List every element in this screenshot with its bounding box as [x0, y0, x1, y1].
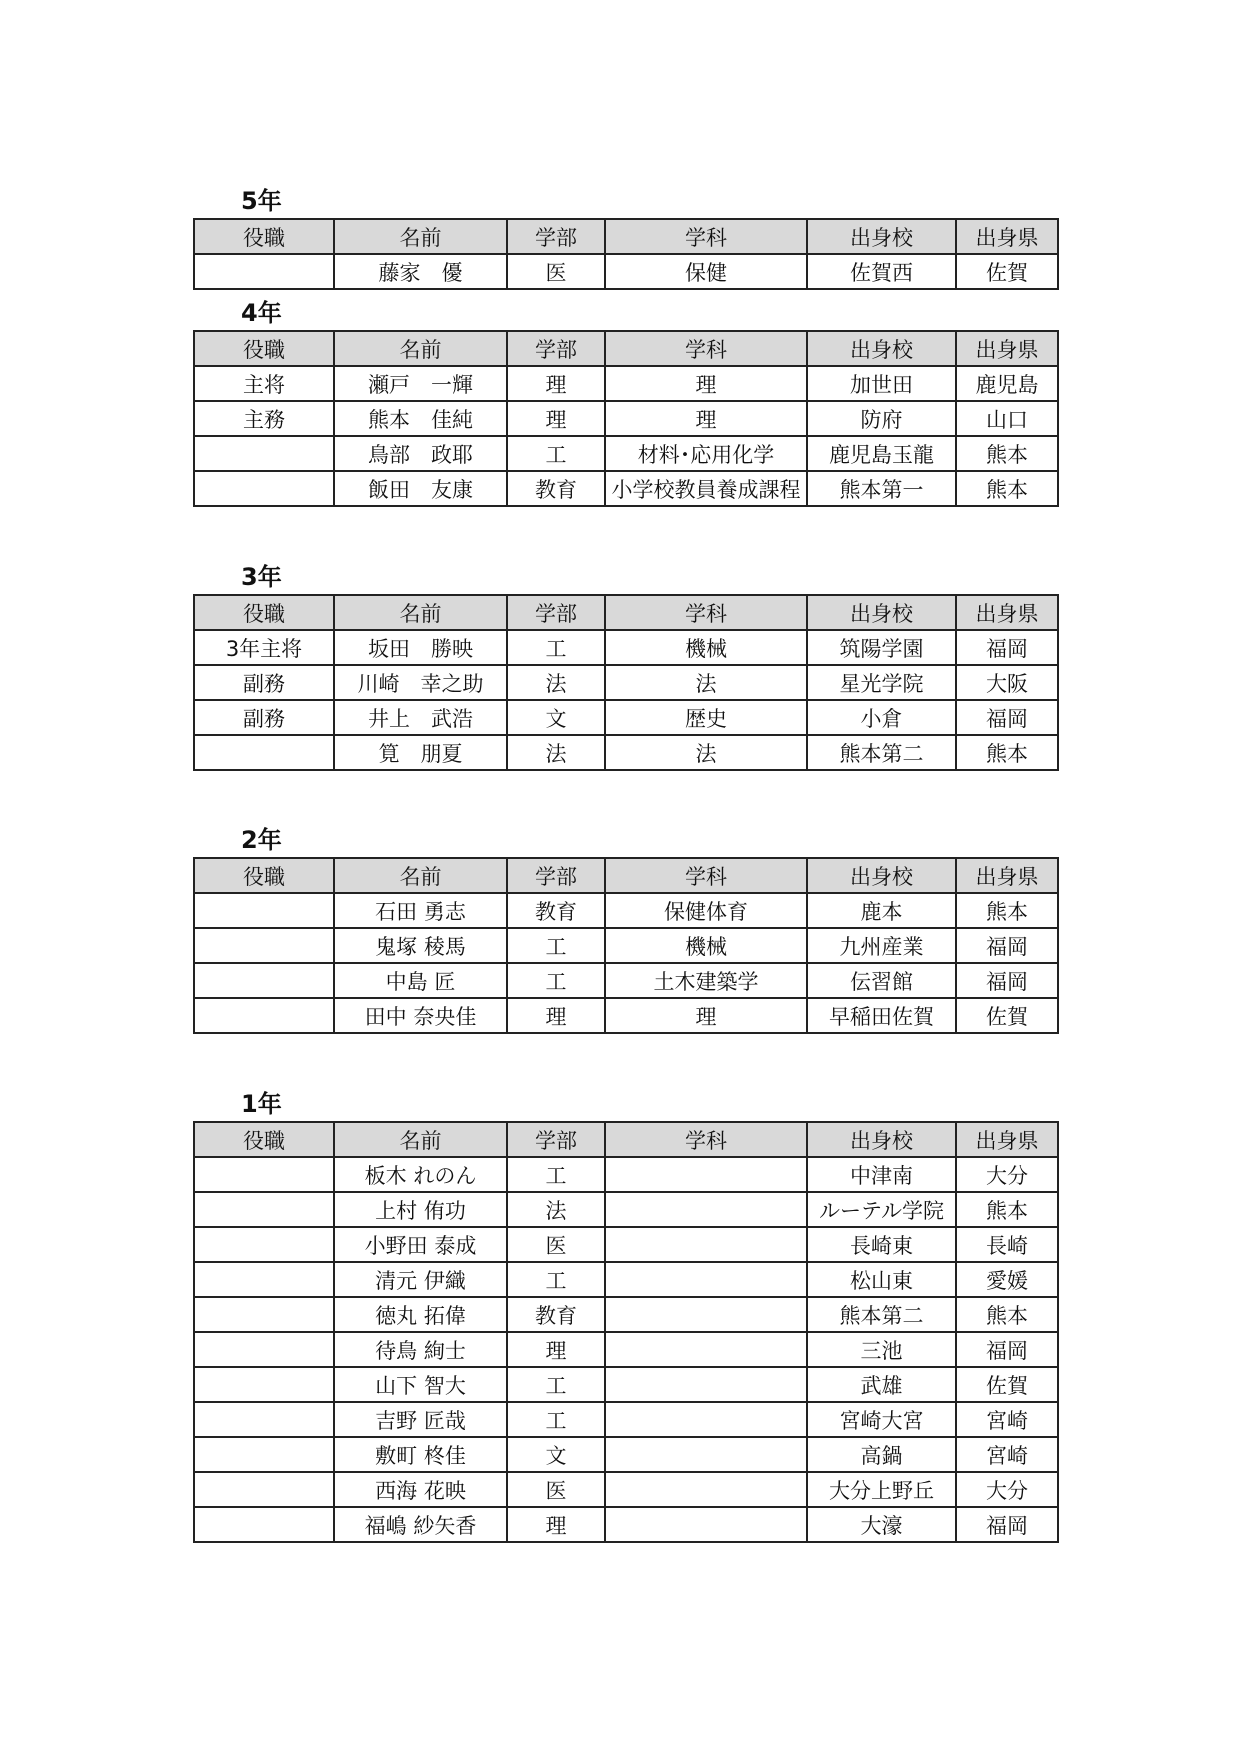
- table-row: [194, 1367, 1058, 1402]
- year-title: 2年: [241, 826, 282, 854]
- role-cell: [194, 1262, 334, 1297]
- header-row: [194, 219, 1058, 254]
- column-header-department: 学科: [605, 595, 807, 630]
- column-header-role: 役職: [194, 219, 334, 254]
- name-cell: 小野田 泰成: [334, 1227, 507, 1262]
- column-header-department: 学科: [605, 331, 807, 366]
- department-cell: 理: [605, 998, 807, 1033]
- faculty-cell: 工: [507, 1402, 605, 1437]
- roster-table: [193, 1121, 1059, 1543]
- column-header-faculty: 学部: [507, 858, 605, 893]
- faculty-cell: 教育: [507, 471, 605, 506]
- column-header-faculty: 学部: [507, 1122, 605, 1157]
- column-header-school: 出身校: [807, 595, 956, 630]
- column-header-name: 名前: [334, 331, 507, 366]
- role-cell: [194, 893, 334, 928]
- header-row: [194, 858, 1058, 893]
- name-cell: 川崎 幸之助: [334, 665, 507, 700]
- department-cell: 理: [605, 366, 807, 401]
- department-cell: [605, 1437, 807, 1472]
- faculty-cell: 工: [507, 963, 605, 998]
- name-cell: 清元 伊織: [334, 1262, 507, 1297]
- table-row: [194, 630, 1058, 665]
- role-cell: 副務: [194, 700, 334, 735]
- column-header-school: 出身校: [807, 331, 956, 366]
- role-cell: [194, 1472, 334, 1507]
- school-cell: 高鍋: [807, 1437, 956, 1472]
- faculty-cell: 工: [507, 1262, 605, 1297]
- school-cell: 武雄: [807, 1367, 956, 1402]
- column-header-prefecture: 出身県: [956, 595, 1058, 630]
- school-cell: 三池: [807, 1332, 956, 1367]
- table-row: [194, 963, 1058, 998]
- year-title: 1年: [241, 1090, 282, 1118]
- role-cell: 主務: [194, 401, 334, 436]
- table-row: [194, 366, 1058, 401]
- name-cell: 敷町 柊佳: [334, 1437, 507, 1472]
- table-row: [194, 928, 1058, 963]
- roster-table: [193, 594, 1059, 771]
- faculty-cell: 教育: [507, 1297, 605, 1332]
- table-row: [194, 254, 1058, 289]
- prefecture-cell: 福岡: [956, 928, 1058, 963]
- department-cell: 法: [605, 665, 807, 700]
- role-cell: [194, 1507, 334, 1542]
- table-row: [194, 1472, 1058, 1507]
- column-header-faculty: 学部: [507, 595, 605, 630]
- name-cell: 井上 武浩: [334, 700, 507, 735]
- name-cell: 筧 朋夏: [334, 735, 507, 770]
- department-cell: [605, 1507, 807, 1542]
- table-row: [194, 1227, 1058, 1262]
- role-cell: [194, 1157, 334, 1192]
- faculty-cell: 教育: [507, 893, 605, 928]
- table-row: [194, 700, 1058, 735]
- faculty-cell: 文: [507, 1437, 605, 1472]
- prefecture-cell: 宮崎: [956, 1437, 1058, 1472]
- faculty-cell: 工: [507, 1157, 605, 1192]
- column-header-faculty: 学部: [507, 219, 605, 254]
- faculty-cell: 法: [507, 735, 605, 770]
- column-header-role: 役職: [194, 1122, 334, 1157]
- faculty-cell: 理: [507, 366, 605, 401]
- year-title: 5年: [241, 187, 282, 215]
- department-cell: 小学校教員養成課程: [605, 471, 807, 506]
- role-cell: [194, 1332, 334, 1367]
- name-cell: 飯田 友康: [334, 471, 507, 506]
- name-cell: 中島 匠: [334, 963, 507, 998]
- name-cell: 福嶋 紗矢香: [334, 1507, 507, 1542]
- department-cell: 機械: [605, 928, 807, 963]
- name-cell: 鬼塚 稜馬: [334, 928, 507, 963]
- column-header-prefecture: 出身県: [956, 219, 1058, 254]
- prefecture-cell: 佐賀: [956, 998, 1058, 1033]
- role-cell: [194, 1402, 334, 1437]
- table-row: [194, 998, 1058, 1033]
- column-header-name: 名前: [334, 219, 507, 254]
- name-cell: 吉野 匠哉: [334, 1402, 507, 1437]
- name-cell: 石田 勇志: [334, 893, 507, 928]
- school-cell: 星光学院: [807, 665, 956, 700]
- column-header-role: 役職: [194, 858, 334, 893]
- school-cell: 大分上野丘: [807, 1472, 956, 1507]
- role-cell: [194, 254, 334, 289]
- column-header-department: 学科: [605, 1122, 807, 1157]
- name-cell: 田中 奈央佳: [334, 998, 507, 1033]
- faculty-cell: 法: [507, 1192, 605, 1227]
- role-cell: [194, 1297, 334, 1332]
- school-cell: 加世田: [807, 366, 956, 401]
- column-header-prefecture: 出身県: [956, 331, 1058, 366]
- school-cell: 大濠: [807, 1507, 956, 1542]
- table-row: [194, 665, 1058, 700]
- school-cell: 鹿本: [807, 893, 956, 928]
- column-header-department: 学科: [605, 219, 807, 254]
- name-cell: 坂田 勝映: [334, 630, 507, 665]
- role-cell: [194, 928, 334, 963]
- faculty-cell: 文: [507, 700, 605, 735]
- column-header-name: 名前: [334, 595, 507, 630]
- column-header-school: 出身校: [807, 219, 956, 254]
- faculty-cell: 工: [507, 436, 605, 471]
- school-cell: 筑陽学園: [807, 630, 956, 665]
- column-header-name: 名前: [334, 858, 507, 893]
- role-cell: [194, 1227, 334, 1262]
- year-title: 3年: [241, 563, 282, 591]
- prefecture-cell: 熊本: [956, 735, 1058, 770]
- column-header-role: 役職: [194, 331, 334, 366]
- school-cell: ルーテル学院: [807, 1192, 956, 1227]
- header-row: [194, 331, 1058, 366]
- prefecture-cell: 福岡: [956, 1332, 1058, 1367]
- department-cell: [605, 1402, 807, 1437]
- prefecture-cell: 福岡: [956, 700, 1058, 735]
- table-row: [194, 471, 1058, 506]
- role-cell: 3年主将: [194, 630, 334, 665]
- name-cell: 待鳥 絢士: [334, 1332, 507, 1367]
- column-header-school: 出身校: [807, 1122, 956, 1157]
- header-row: [194, 1122, 1058, 1157]
- prefecture-cell: 福岡: [956, 963, 1058, 998]
- department-cell: [605, 1472, 807, 1507]
- table-row: [194, 1402, 1058, 1437]
- table-row: [194, 1437, 1058, 1472]
- name-cell: 山下 智大: [334, 1367, 507, 1402]
- roster-table: [193, 218, 1059, 290]
- prefecture-cell: 大分: [956, 1472, 1058, 1507]
- year-title: 4年: [241, 299, 282, 327]
- prefecture-cell: 福岡: [956, 1507, 1058, 1542]
- table-row: [194, 401, 1058, 436]
- school-cell: 早稲田佐賀: [807, 998, 956, 1033]
- header-row: [194, 595, 1058, 630]
- department-cell: 材料･応用化学: [605, 436, 807, 471]
- department-cell: 法: [605, 735, 807, 770]
- school-cell: 宮崎大宮: [807, 1402, 956, 1437]
- name-cell: 上村 侑功: [334, 1192, 507, 1227]
- prefecture-cell: 熊本: [956, 1297, 1058, 1332]
- faculty-cell: 法: [507, 665, 605, 700]
- prefecture-cell: 熊本: [956, 436, 1058, 471]
- prefecture-cell: 山口: [956, 401, 1058, 436]
- prefecture-cell: 鹿児島: [956, 366, 1058, 401]
- school-cell: 松山東: [807, 1262, 956, 1297]
- faculty-cell: 理: [507, 401, 605, 436]
- prefecture-cell: 愛媛: [956, 1262, 1058, 1297]
- roster-table: [193, 330, 1059, 507]
- department-cell: [605, 1227, 807, 1262]
- faculty-cell: 工: [507, 928, 605, 963]
- prefecture-cell: 大分: [956, 1157, 1058, 1192]
- school-cell: 熊本第二: [807, 1297, 956, 1332]
- column-header-role: 役職: [194, 595, 334, 630]
- school-cell: 九州産業: [807, 928, 956, 963]
- department-cell: 保健: [605, 254, 807, 289]
- role-cell: 副務: [194, 665, 334, 700]
- department-cell: [605, 1367, 807, 1402]
- department-cell: 歴史: [605, 700, 807, 735]
- school-cell: 小倉: [807, 700, 956, 735]
- table-row: [194, 1262, 1058, 1297]
- department-cell: 機械: [605, 630, 807, 665]
- department-cell: [605, 1297, 807, 1332]
- role-cell: [194, 963, 334, 998]
- table-row: [194, 1332, 1058, 1367]
- prefecture-cell: 佐賀: [956, 254, 1058, 289]
- faculty-cell: 工: [507, 630, 605, 665]
- table-row: [194, 1297, 1058, 1332]
- prefecture-cell: 大阪: [956, 665, 1058, 700]
- faculty-cell: 理: [507, 998, 605, 1033]
- prefecture-cell: 宮崎: [956, 1402, 1058, 1437]
- name-cell: 藤家 優: [334, 254, 507, 289]
- name-cell: 板木 れのん: [334, 1157, 507, 1192]
- name-cell: 熊本 佳純: [334, 401, 507, 436]
- role-cell: [194, 998, 334, 1033]
- table-row: [194, 436, 1058, 471]
- table-row: [194, 735, 1058, 770]
- school-cell: 長崎東: [807, 1227, 956, 1262]
- school-cell: 防府: [807, 401, 956, 436]
- prefecture-cell: 熊本: [956, 471, 1058, 506]
- table-row: [194, 1157, 1058, 1192]
- table-row: [194, 1507, 1058, 1542]
- column-header-prefecture: 出身県: [956, 858, 1058, 893]
- role-cell: [194, 1437, 334, 1472]
- department-cell: [605, 1192, 807, 1227]
- prefecture-cell: 熊本: [956, 1192, 1058, 1227]
- school-cell: 中津南: [807, 1157, 956, 1192]
- roster-table: [193, 857, 1059, 1034]
- faculty-cell: 医: [507, 1227, 605, 1262]
- role-cell: [194, 436, 334, 471]
- school-cell: 伝習館: [807, 963, 956, 998]
- prefecture-cell: 福岡: [956, 630, 1058, 665]
- school-cell: 鹿児島玉龍: [807, 436, 956, 471]
- school-cell: 佐賀西: [807, 254, 956, 289]
- name-cell: 鳥部 政耶: [334, 436, 507, 471]
- department-cell: [605, 1157, 807, 1192]
- department-cell: 理: [605, 401, 807, 436]
- department-cell: [605, 1262, 807, 1297]
- prefecture-cell: 長崎: [956, 1227, 1058, 1262]
- prefecture-cell: 佐賀: [956, 1367, 1058, 1402]
- department-cell: 保健体育: [605, 893, 807, 928]
- role-cell: [194, 1192, 334, 1227]
- faculty-cell: 医: [507, 1472, 605, 1507]
- faculty-cell: 理: [507, 1332, 605, 1367]
- prefecture-cell: 熊本: [956, 893, 1058, 928]
- column-header-school: 出身校: [807, 858, 956, 893]
- column-header-faculty: 学部: [507, 331, 605, 366]
- table-row: [194, 1192, 1058, 1227]
- role-cell: 主将: [194, 366, 334, 401]
- faculty-cell: 医: [507, 254, 605, 289]
- name-cell: 西海 花映: [334, 1472, 507, 1507]
- role-cell: [194, 735, 334, 770]
- faculty-cell: 工: [507, 1367, 605, 1402]
- table-row: [194, 893, 1058, 928]
- column-header-prefecture: 出身県: [956, 1122, 1058, 1157]
- school-cell: 熊本第一: [807, 471, 956, 506]
- role-cell: [194, 471, 334, 506]
- name-cell: 瀬戸 一輝: [334, 366, 507, 401]
- faculty-cell: 理: [507, 1507, 605, 1542]
- column-header-department: 学科: [605, 858, 807, 893]
- role-cell: [194, 1367, 334, 1402]
- department-cell: 土木建築学: [605, 963, 807, 998]
- name-cell: 徳丸 拓偉: [334, 1297, 507, 1332]
- column-header-name: 名前: [334, 1122, 507, 1157]
- school-cell: 熊本第二: [807, 735, 956, 770]
- department-cell: [605, 1332, 807, 1367]
